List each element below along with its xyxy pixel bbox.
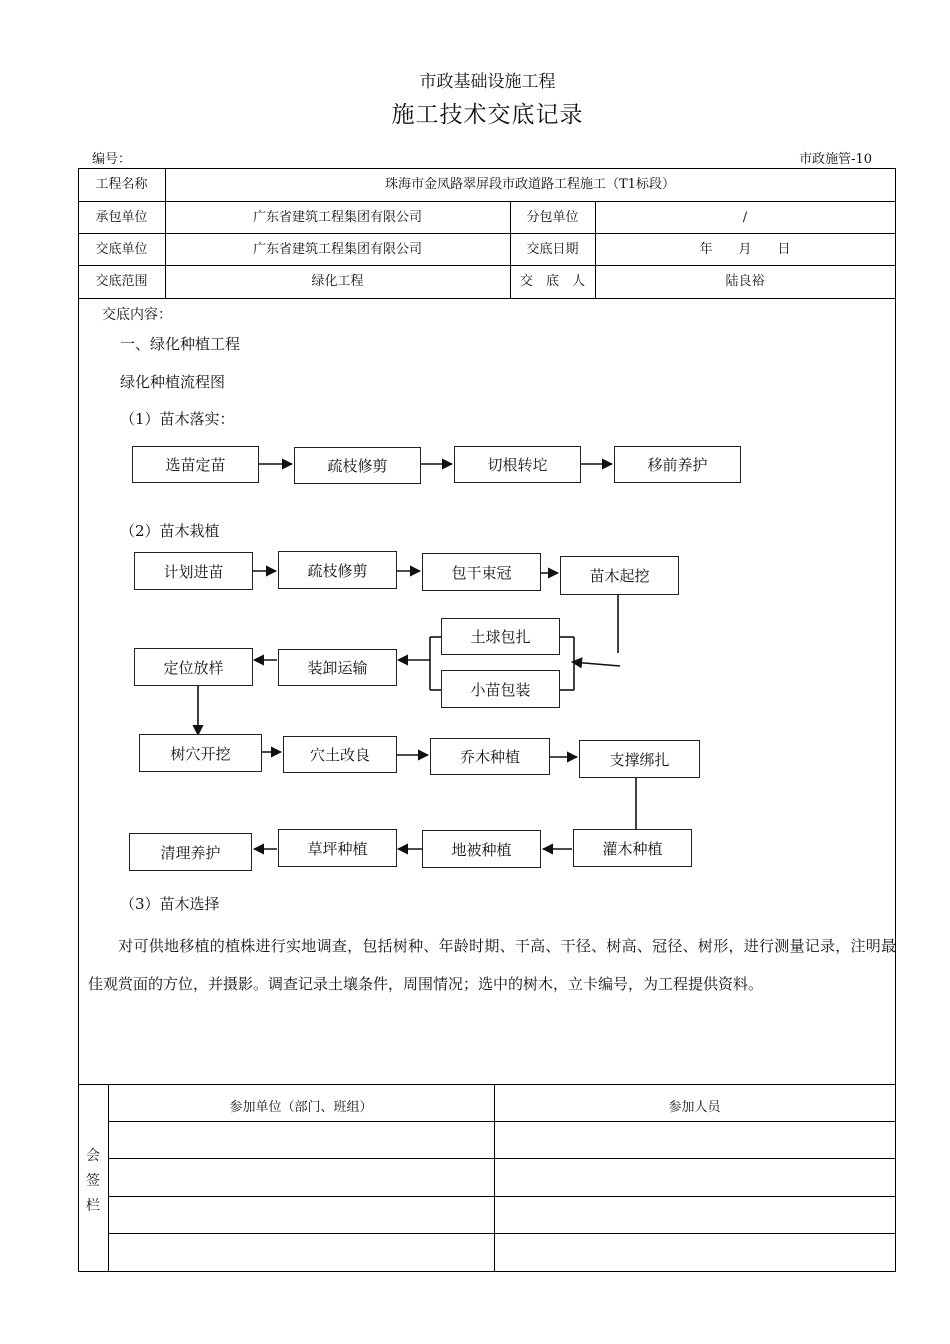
flow-box: 包干束冠 <box>422 553 541 591</box>
step1-heading: （1）苗木落实： <box>120 410 235 428</box>
subcontractor: / <box>742 210 748 225</box>
project-name-label: 工程名称 <box>95 177 148 192</box>
flow-box: 疏枝修剪 <box>294 447 421 484</box>
disclosure-unit: 广东省建筑工程集团有限公司 <box>252 242 422 257</box>
step2-heading: （2）苗木栽植 <box>120 522 220 540</box>
contractor: 广东省建筑工程集团有限公司 <box>252 210 422 225</box>
content-paragraph <box>88 927 896 1003</box>
disclosure-date: 年 月 日 <box>699 242 791 257</box>
signoff-unit-cell[interactable] <box>109 1122 494 1158</box>
flow-box: 灌木种植 <box>573 829 692 867</box>
flow-box: 切根转坨 <box>454 446 581 483</box>
step3-heading: （3）苗木选择 <box>120 895 220 913</box>
signoff-unit-cell[interactable] <box>109 1197 494 1233</box>
signoff-unit-cell[interactable] <box>109 1234 494 1271</box>
flow-title: 绿化种植流程图 <box>120 373 226 391</box>
signoff-unit-cell[interactable] <box>109 1159 494 1196</box>
contractor-label: 承包单位 <box>95 210 148 225</box>
scope-label: 交底范围 <box>95 274 148 289</box>
disclosure-date-label: 交底日期 <box>526 242 579 257</box>
flow-box: 苗木起挖 <box>560 556 679 595</box>
signoff-people-header: 参加人员 <box>668 1100 721 1115</box>
subcontractor-label: 分包单位 <box>526 210 579 225</box>
document-subtitle: 市政基础设施工程 <box>419 72 556 92</box>
flow-box: 土球包扎 <box>441 618 560 655</box>
form-code: 市政施管-10 <box>799 152 872 167</box>
flow-box: 地被种植 <box>422 830 541 868</box>
flow-box: 选苗定苗 <box>132 446 259 483</box>
signoff-people-cell[interactable] <box>495 1122 895 1158</box>
flow-box: 疏枝修剪 <box>278 551 397 589</box>
number-label: 编号： <box>92 152 132 167</box>
paragraph-text: 对可供地移植的植株进行实地调查，包括树种、年龄时期、干高、干径、树高、冠径、树形，进行测量记录，注明最佳观赏面的方位，并摄影。调查记录土壤条件，周围情况；选中的树木，立卡编号，为工程提供资料。 <box>88 937 896 993</box>
signoff-side-label: 会 签 栏 <box>86 1148 100 1214</box>
flow-box: 计划进苗 <box>134 552 253 590</box>
flow-box: 定位放样 <box>134 648 253 686</box>
person: 陆良裕 <box>725 274 765 289</box>
disclosure-unit-label: 交底单位 <box>95 242 148 257</box>
document-title: 施工技术交底记录 <box>391 102 584 128</box>
scope: 绿化工程 <box>311 274 364 289</box>
flow-box: 树穴开挖 <box>139 734 262 772</box>
flow-box: 清理养护 <box>129 833 252 871</box>
flow-box: 乔木种植 <box>430 738 550 775</box>
person-label: 交 底 人 <box>519 274 585 289</box>
content-label: 交底内容： <box>102 307 172 323</box>
signoff-people-cell[interactable] <box>495 1159 895 1196</box>
section-heading: 一、绿化种植工程 <box>120 335 241 353</box>
flow-box: 草坪种植 <box>278 829 397 867</box>
flow-box: 穴土改良 <box>283 736 397 773</box>
signoff-unit-header: 参加单位（部门、班组） <box>229 1100 373 1115</box>
signoff-people-cell[interactable] <box>495 1234 895 1271</box>
flow-box: 移前养护 <box>614 446 741 483</box>
project-name: 珠海市金凤路翠屏段市政道路工程施工（T1标段） <box>385 177 675 192</box>
flow-box: 支撑绑扎 <box>579 740 700 778</box>
flow-box: 小苗包装 <box>441 670 560 708</box>
signoff-people-cell[interactable] <box>495 1197 895 1233</box>
flow-box: 装卸运输 <box>278 649 397 686</box>
